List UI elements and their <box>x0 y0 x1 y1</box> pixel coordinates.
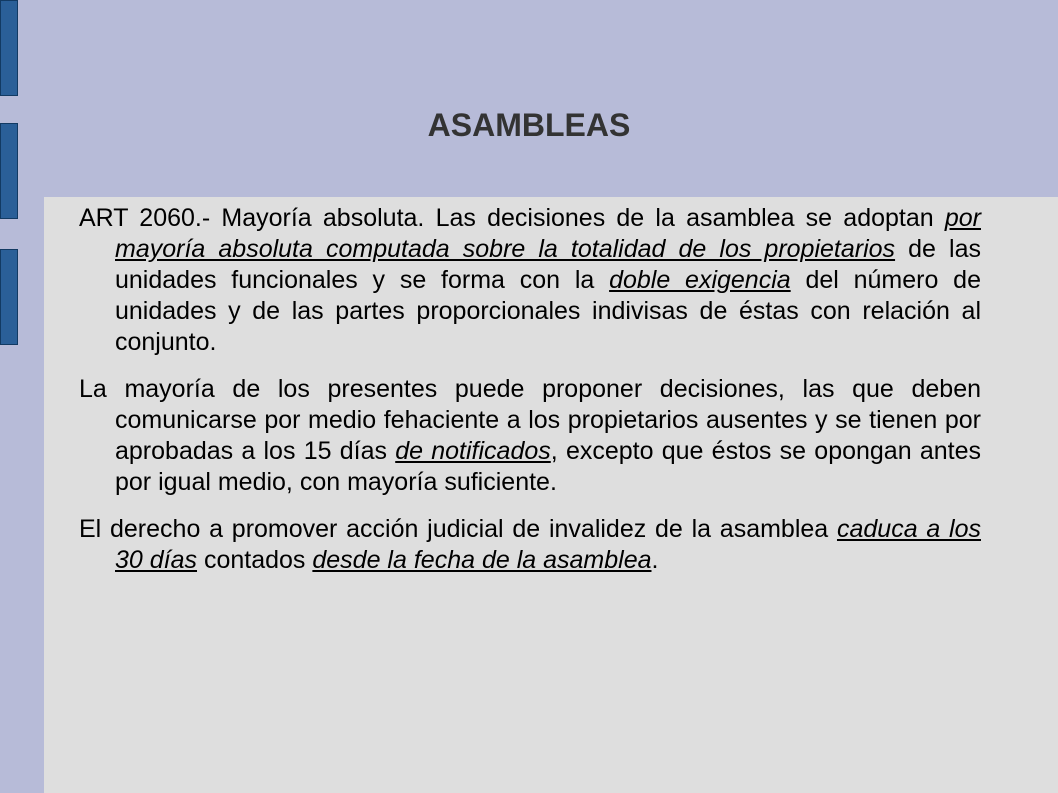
emphasis-run: desde la fecha de la asamblea <box>312 546 652 574</box>
text-run: contados <box>197 546 313 574</box>
text-run: de las unidades funcionales y se forma con la <box>115 235 981 294</box>
paragraph-accion-judicial <box>79 514 981 576</box>
text-run: del número de unidades y de las partes proporcionales indivisas de éstas con relación al conjunto. <box>115 266 981 356</box>
emphasis-run: de notificados <box>395 437 551 465</box>
content-panel <box>44 197 1058 793</box>
accent-bar-top <box>0 0 18 96</box>
text-run: El derecho a promover acción judicial de invalidez de la asamblea <box>79 515 837 543</box>
paragraph-mayoria-presentes <box>79 374 981 498</box>
accent-bar-bottom <box>0 249 18 345</box>
text-column <box>79 203 981 576</box>
emphasis-run: caduca a los 30 días <box>115 515 981 574</box>
text-run: , excepto que éstos se opongan antes por igual medio, con mayoría suficiente. <box>115 437 981 496</box>
paragraph-art-2060 <box>79 203 981 358</box>
text-run: La mayoría de los presentes puede proponer decisiones, las que deben comunicarse por medio fehaciente a los propietarios ausentes y se tienen por aprobadas a los 15 días <box>79 375 981 465</box>
text-run: . <box>651 546 659 574</box>
text-run: ART 2060.- Mayoría absoluta. Las decisiones de la asamblea se adoptan <box>79 204 945 232</box>
emphasis-run: doble exigencia <box>609 266 791 294</box>
slide-title: ASAMBLEAS <box>427 107 631 143</box>
emphasis-run: por mayoría absoluta computada sobre la totalidad de los propietarios <box>115 204 981 263</box>
